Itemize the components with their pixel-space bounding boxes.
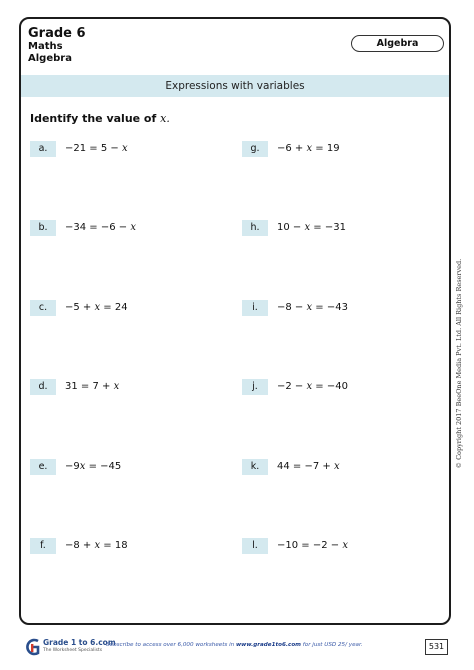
instruction-text: Identify the value of bbox=[30, 112, 157, 125]
problem-label: i. bbox=[242, 300, 268, 316]
problem-equation: 31 = 7 + x bbox=[65, 381, 120, 392]
problem-label: e. bbox=[30, 459, 56, 475]
problem-equation: −8 + x = 18 bbox=[65, 540, 128, 551]
topic-label: Algebra bbox=[28, 53, 72, 64]
problem-label: l. bbox=[242, 538, 268, 554]
logo-mark-icon bbox=[25, 637, 41, 657]
problem-label: c. bbox=[30, 300, 56, 316]
problem-equation: 44 = −7 + x bbox=[277, 461, 340, 472]
problem-label: k. bbox=[242, 459, 268, 475]
grade-label: Grade 6 bbox=[28, 26, 86, 41]
problem-equation: −8 − x = −43 bbox=[277, 302, 348, 313]
problem-label: d. bbox=[30, 379, 56, 395]
footer-text-before: Subscribe to access over 6,000 worksheets in bbox=[106, 642, 235, 648]
problem-equation: −21 = 5 − x bbox=[65, 143, 128, 154]
problem-label: h. bbox=[242, 220, 268, 236]
problem-equation: −34 = −6 − x bbox=[65, 222, 136, 233]
topic-badge: Algebra bbox=[351, 35, 444, 52]
problem-label: b. bbox=[30, 220, 56, 236]
copyright-text: © Copyright 2017 BeeOne Media Pvt. Ltd. All Rights Reserved. bbox=[455, 258, 463, 469]
subject-label: Maths bbox=[28, 41, 63, 52]
problem-equation: −5 + x = 24 bbox=[65, 302, 128, 313]
worksheet-title: Expressions with variables bbox=[21, 75, 449, 97]
copyright-notice bbox=[454, 258, 464, 469]
problem-label: a. bbox=[30, 141, 56, 157]
site-logo[interactable] bbox=[25, 637, 116, 657]
problem-label: f. bbox=[30, 538, 56, 554]
problem-equation: −9x = −45 bbox=[65, 461, 122, 472]
page-number: 531 bbox=[425, 639, 448, 655]
instruction bbox=[30, 112, 170, 125]
instruction-variable: x. bbox=[160, 112, 170, 125]
footer-text-after: for just USD 25/ year. bbox=[302, 642, 363, 648]
subscribe-footer bbox=[106, 642, 363, 648]
website-link[interactable]: www.grade1to6.com bbox=[235, 642, 302, 648]
problem-label: j. bbox=[242, 379, 268, 395]
problem-equation: −10 = −2 − x bbox=[277, 540, 348, 551]
problem-equation: −2 − x = −40 bbox=[277, 381, 348, 392]
logo-text: Grade 1 to 6.com bbox=[43, 638, 116, 647]
problem-equation: −6 + x = 19 bbox=[277, 143, 340, 154]
problem-label: g. bbox=[242, 141, 268, 157]
page-border bbox=[19, 17, 451, 625]
logo-tagline: The Worksheet Specialists bbox=[43, 648, 103, 653]
problem-equation: 10 − x = −31 bbox=[277, 222, 346, 233]
